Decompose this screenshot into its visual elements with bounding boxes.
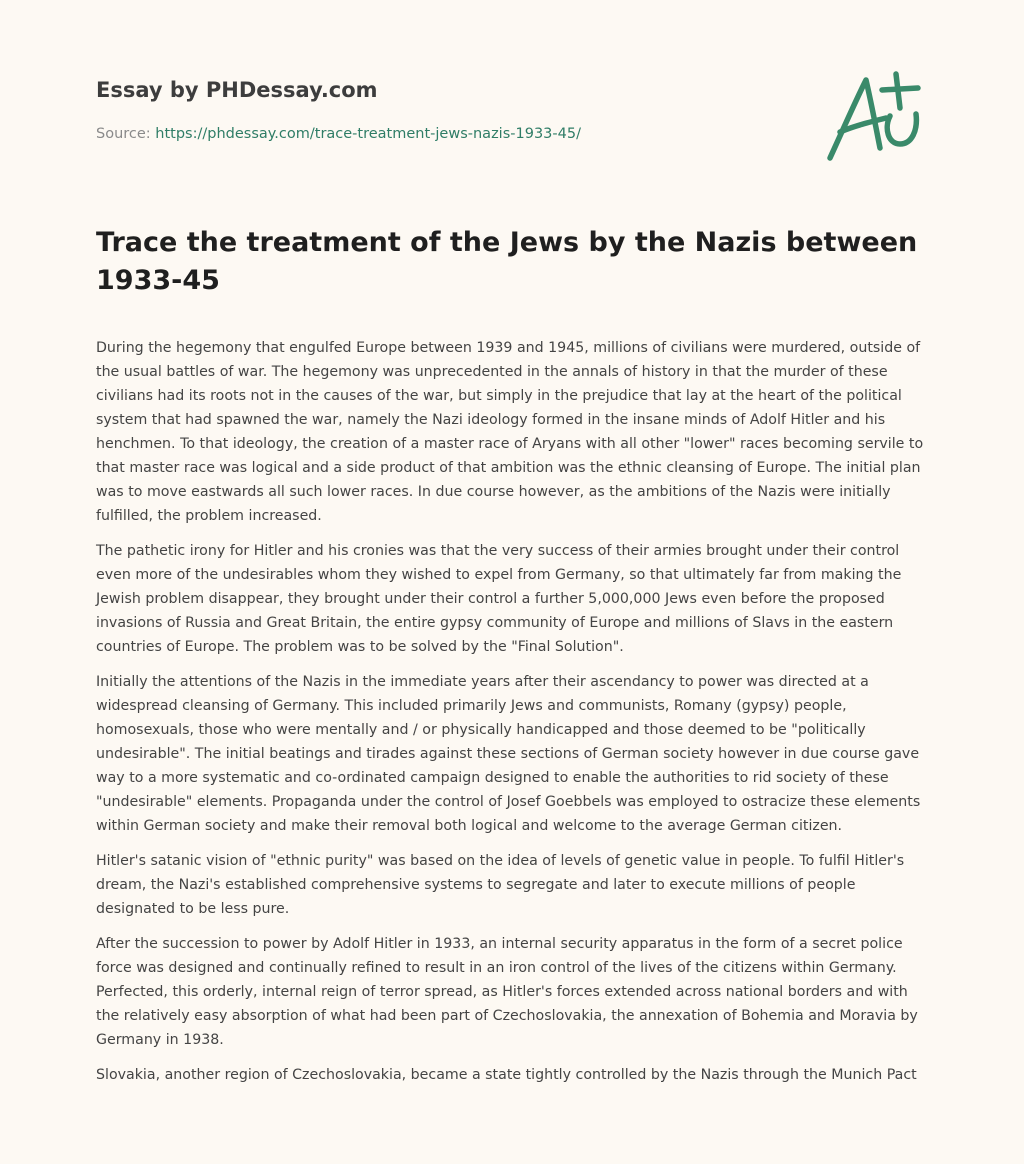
essay-paragraph: Slovakia, another region of Czechoslovakia, became a state tightly controlled by the Nazis through the Munich Pact bbox=[96, 1067, 917, 1083]
a-plus-logo-svg bbox=[820, 66, 930, 166]
essay-paragraph: During the hegemony that engulfed Europe between 1939 and 1945, millions of civilians were murdered, outside of the usual battles of war. The hegemony was unprecedented in the annals of history in that the murder of these civilians had its roots not in the causes of the war, but simply in the prejudice that lay at the heart of the political system that had spawned the war, namely the Nazi ideology formed in the insane minds of Adolf Hitler and his henchmen. To that ideology, the creation of a master race of Aryans with all other "lower" races becoming servile to that master race was logical and a side product of that ambition was the ethnic cleansing of Europe. The initial plan was to move eastwards all such lower races. In due course however, as the ambitions of the Nazis were initially fulfilled, the problem increased. bbox=[96, 340, 924, 524]
essay-body bbox=[96, 336, 932, 1098]
source-label: Source: bbox=[96, 126, 151, 142]
essay-paragraph: After the succession to power by Adolf Hitler in 1933, an internal security apparatus in the form of a secret police force was designed and continually refined to result in an iron control of the lives of the citizens within Germany. Perfected, this orderly, internal reign of terror spread, as Hitler's forces extended across national borders and with the relatively easy absorption of what had been part of Czechoslovakia, the annexation of Bohemia and Moravia by Germany in 1938. bbox=[96, 936, 918, 1048]
essay-title: Trace the treatment of the Jews by the Nazis between 1933-45 bbox=[96, 227, 918, 296]
essay-paragraph: Hitler's satanic vision of "ethnic purity" was based on the idea of levels of genetic value in people. To fulfil Hitler's dream, the Nazi's established comprehensive systems to segregate and later to execute millions of people designated to be less pure. bbox=[96, 853, 905, 917]
a-plus-grade-logo-icon bbox=[820, 66, 930, 166]
site-name: Essay by PHDessay.com bbox=[96, 78, 378, 102]
source-line bbox=[96, 124, 796, 144]
page-header bbox=[96, 76, 796, 144]
essay-paragraph: The pathetic irony for Hitler and his cronies was that the very success of their armies brought under their control even more of the undesirables whom they wished to expel from Germany, so that ultimately far from making the Jewish problem disappear, they brought under their control a further 5,000,000 Jews even before the proposed invasions of Russia and Great Britain, the entire gypsy community of Europe and millions of Slavs in the eastern countries of Europe. The problem was to be solved by the "Final Solution". bbox=[96, 543, 902, 655]
essay-paragraph: Initially the attentions of the Nazis in the immediate years after their ascendancy to power was directed at a widespread cleansing of Germany. This included primarily Jews and communists, Romany (gypsy) people, homosexuals, those who were mentally and / or physically handicapped and those deemed to be "politically undesirable". The initial beatings and tirades against these sections of German society however in due course gave way to a more systematic and co-ordinated campaign designed to enable the authorities to rid society of these "undesirable" elements. Propaganda under the control of Josef Goebbels was employed to ostracize these elements within German society and make their removal both logical and welcome to the average German citizen. bbox=[96, 674, 921, 834]
source-link[interactable]: https://phdessay.com/trace-treatment-jews-nazis-1933-45/ bbox=[155, 126, 581, 142]
